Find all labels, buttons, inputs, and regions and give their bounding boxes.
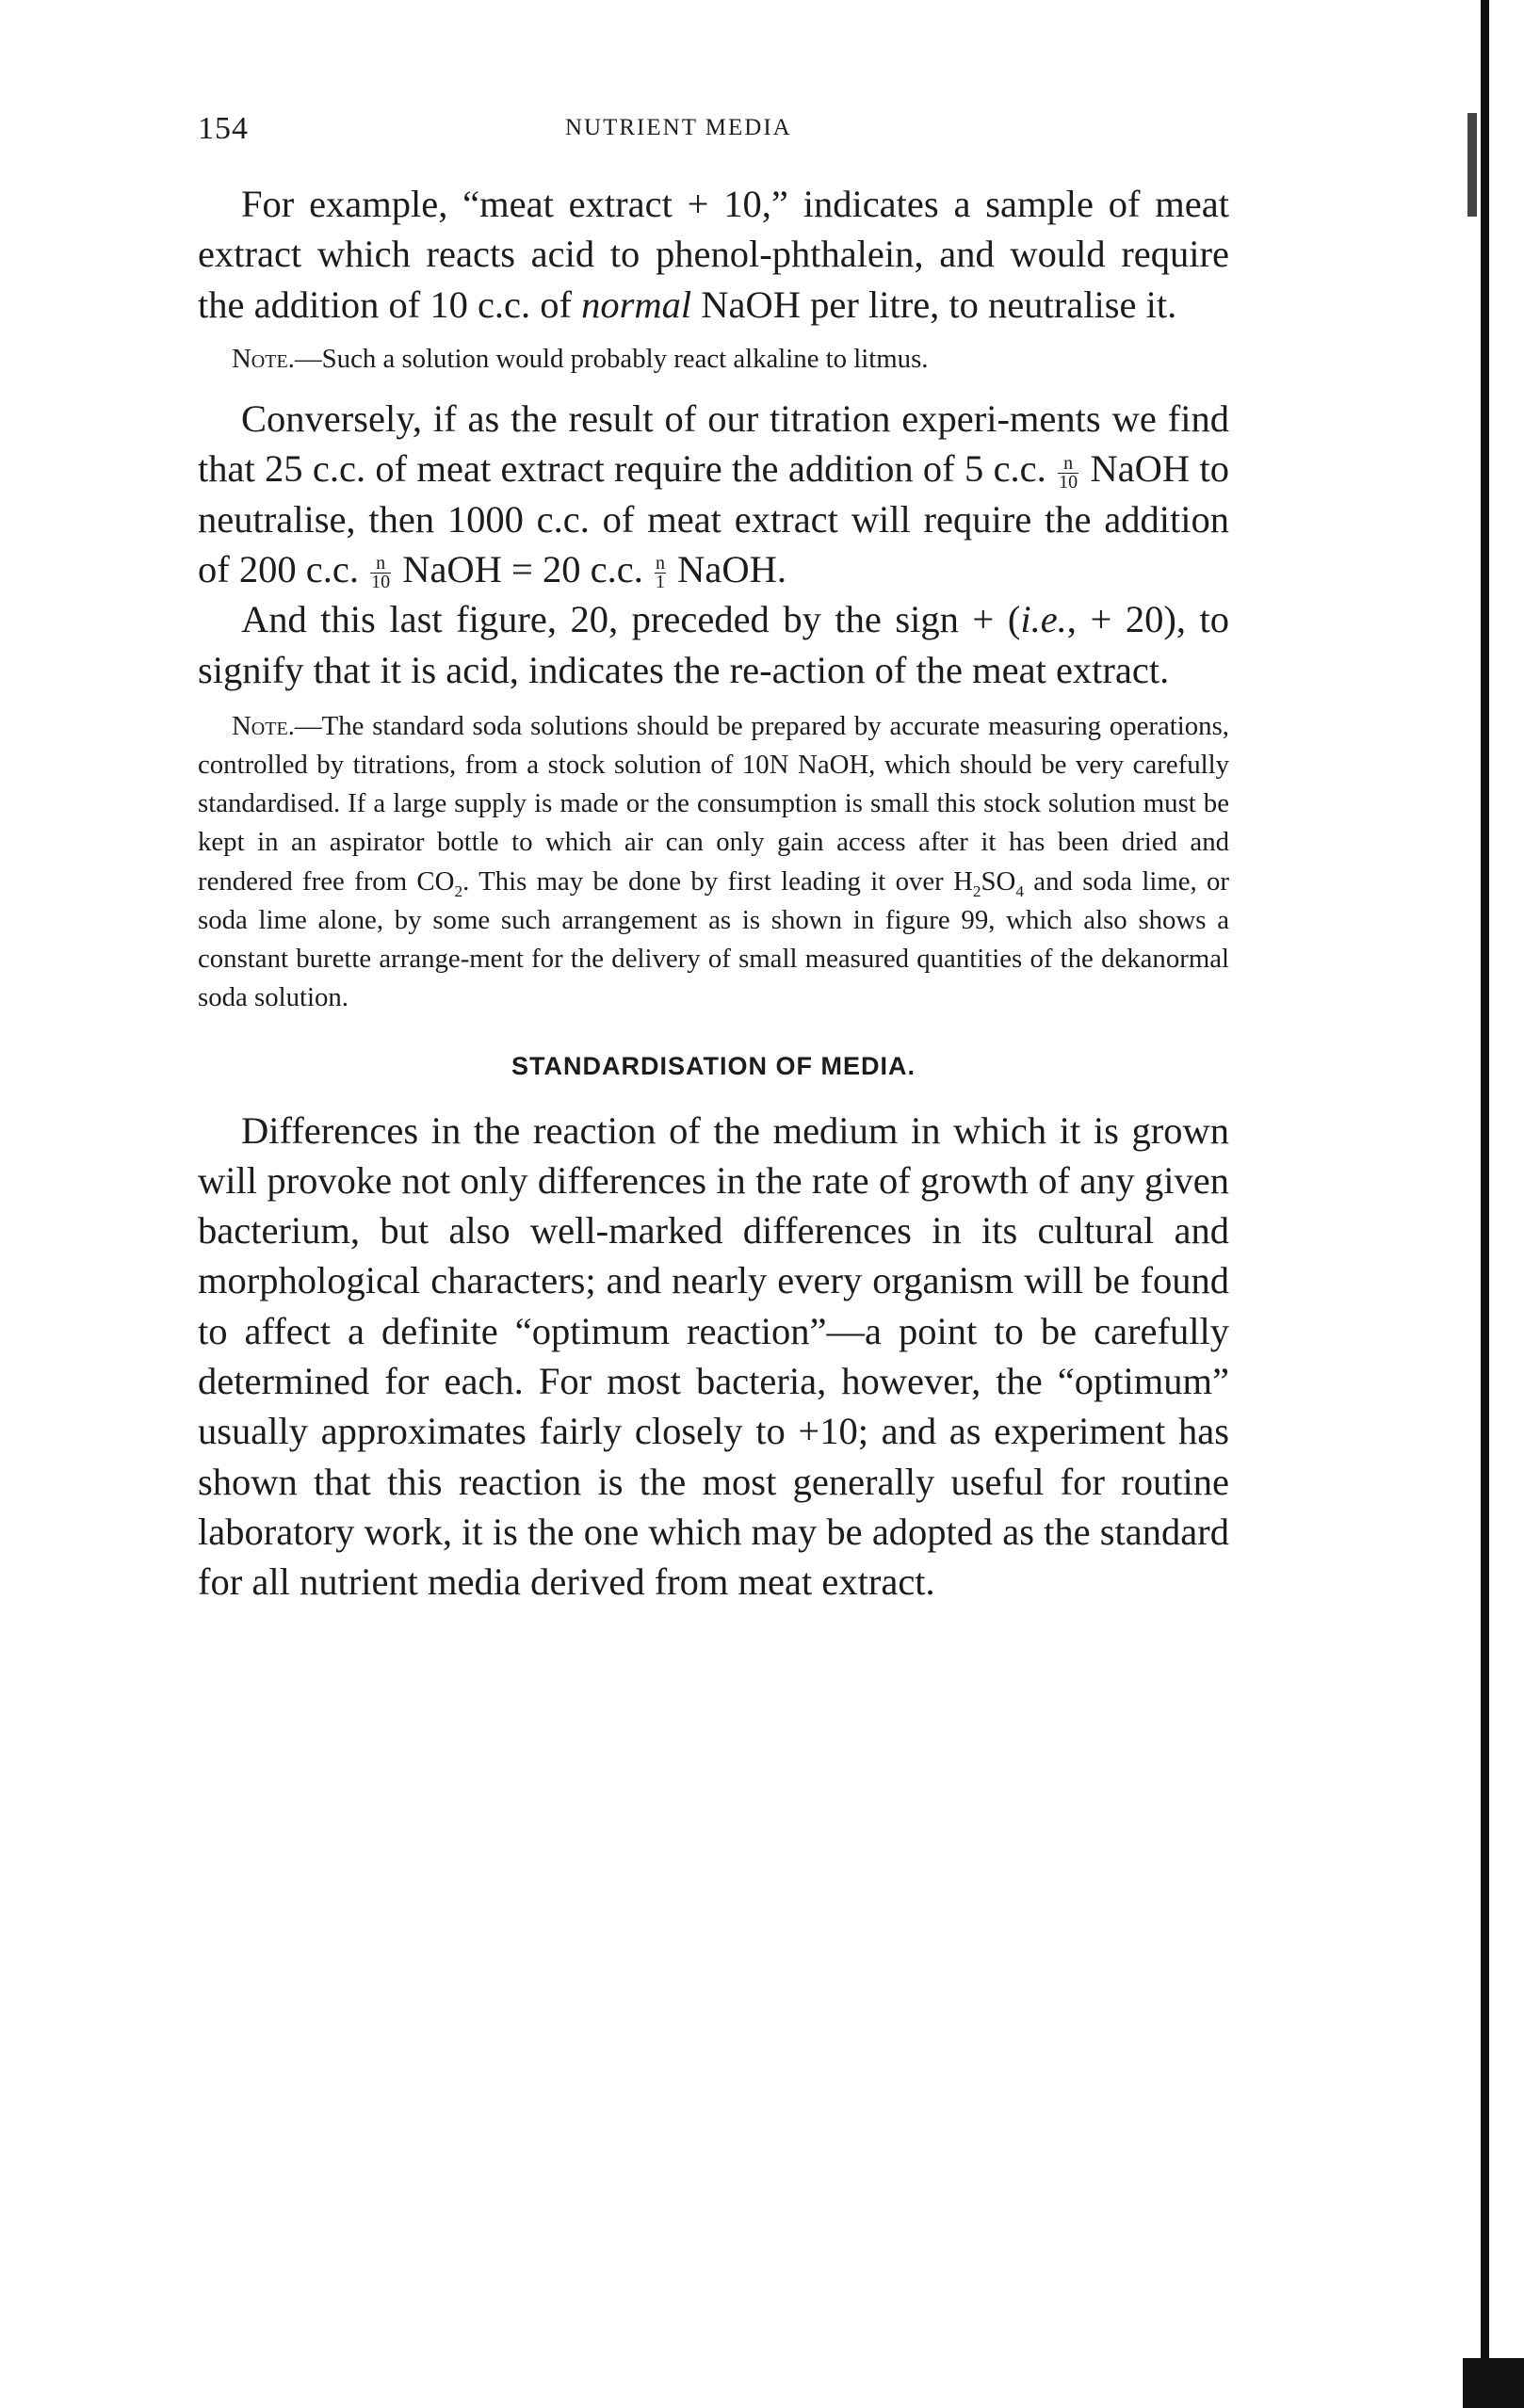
fraction-numerator: n xyxy=(370,555,391,574)
note-litmus-text: —Such a solution would probably react alkaline to litmus. xyxy=(294,343,929,374)
page-content xyxy=(198,179,1229,1607)
paragraph-example xyxy=(198,179,1229,330)
fraction-denominator: 1 xyxy=(655,572,665,593)
fraction-n-over-10 xyxy=(370,555,391,591)
paragraph-last-figure-italic: i.e. xyxy=(1020,598,1067,641)
paragraph-conversely-text-c: NaOH = 20 c.c. xyxy=(393,547,653,590)
so4-subscript: 4 xyxy=(1015,881,1024,900)
note-soda-text-d: and soda lime, or soda lime alone, by some such arrangement as is shown in figure 99, which also shows a constant burette arrange-ment for the delivery of small measured quantities of the dekanormal soda solution. xyxy=(198,865,1230,1013)
paragraph-conversely xyxy=(198,394,1229,594)
note-soda-solutions xyxy=(198,707,1229,1018)
page-number: 154 xyxy=(198,111,249,146)
fraction-n-over-10 xyxy=(1058,452,1078,493)
fraction-numerator: n xyxy=(1058,455,1078,474)
running-head xyxy=(198,111,1234,149)
paragraph-example-text-a: For example, “meat extract + 10,” indicates a sample of meat extract which reacts acid to phenol-phthalein, and would require the addition of 10 c.c. of xyxy=(198,183,1229,326)
co2-subscript: 2 xyxy=(454,881,463,900)
page-edge-bar xyxy=(1481,0,1489,2408)
paragraph-example-text-b: NaOH per litre, to neutralise it. xyxy=(691,283,1177,326)
section-heading: STANDARDISATION OF MEDIA. xyxy=(511,1051,916,1080)
fraction-n-over-1 xyxy=(655,555,666,591)
paragraph-last-figure-text-b: , + 20), to signify that it is acid, indicates the re-action of the meat extract. xyxy=(198,598,1229,691)
note-soda-text-c: SO xyxy=(981,865,1016,897)
fraction-denominator: 10 xyxy=(371,572,391,593)
note-label: Note. xyxy=(232,710,295,741)
paragraph-last-figure xyxy=(198,594,1229,695)
running-title: NUTRIENT MEDIA xyxy=(565,115,792,140)
note-soda-text-b: . This may be done by first leading it over H xyxy=(462,865,973,897)
h2-subscript: 2 xyxy=(972,881,981,900)
fraction-denominator: 10 xyxy=(1059,471,1078,493)
paragraph-conversely-text-b: NaOH to neutralise, then 1000 c.c. of meat extract will require the addition of 200 c.c. xyxy=(198,447,1229,590)
paragraph-example-italic: normal xyxy=(581,283,692,326)
paragraph-conversely-text-d: NaOH. xyxy=(667,547,786,590)
paragraph-last-figure-text-a: And this last figure, 20, preceded by the sign + ( xyxy=(241,598,1021,641)
binding-scan-mark xyxy=(1467,113,1477,217)
paragraph-differences: Differences in the reaction of the medium in which it is grown will provoke not only differences in the rate of growth of any given bacterium, but also well-marked differences in its cultural and morphological characters; and nearly every organism will be found to affect a definite “optimum reaction”—a point to be carefully determined for each. For most bacteria, however, the “optimum” usually approximates fairly closely to +10; and as experiment has shown that this reaction is the most generally useful for routine laboratory work, it is the one which may be adopted as the standard for all nutrient media derived from meat extract. xyxy=(198,1108,1229,1604)
fraction-numerator: n xyxy=(655,553,665,574)
note-soda-text-a: —The standard soda solutions should be prepared by accurate measuring operations, controlled by titrations, from a stock solution of 10N NaOH, which should be very carefully standardised. If a large supply is made or the consumption is small this stock solution must be kept in an aspirator bottle to which air can only gain access after it has been dried and rendered free from CO xyxy=(198,710,1229,897)
paragraph-conversely-text-a: Conversely, if as the result of our titration experi-ments we find that 25 c.c. of meat extract require the addition of 5 c.c. xyxy=(198,397,1229,491)
note-litmus xyxy=(198,340,1229,379)
note-label: Note. xyxy=(232,343,295,374)
page-edge-foot xyxy=(1463,2358,1524,2408)
